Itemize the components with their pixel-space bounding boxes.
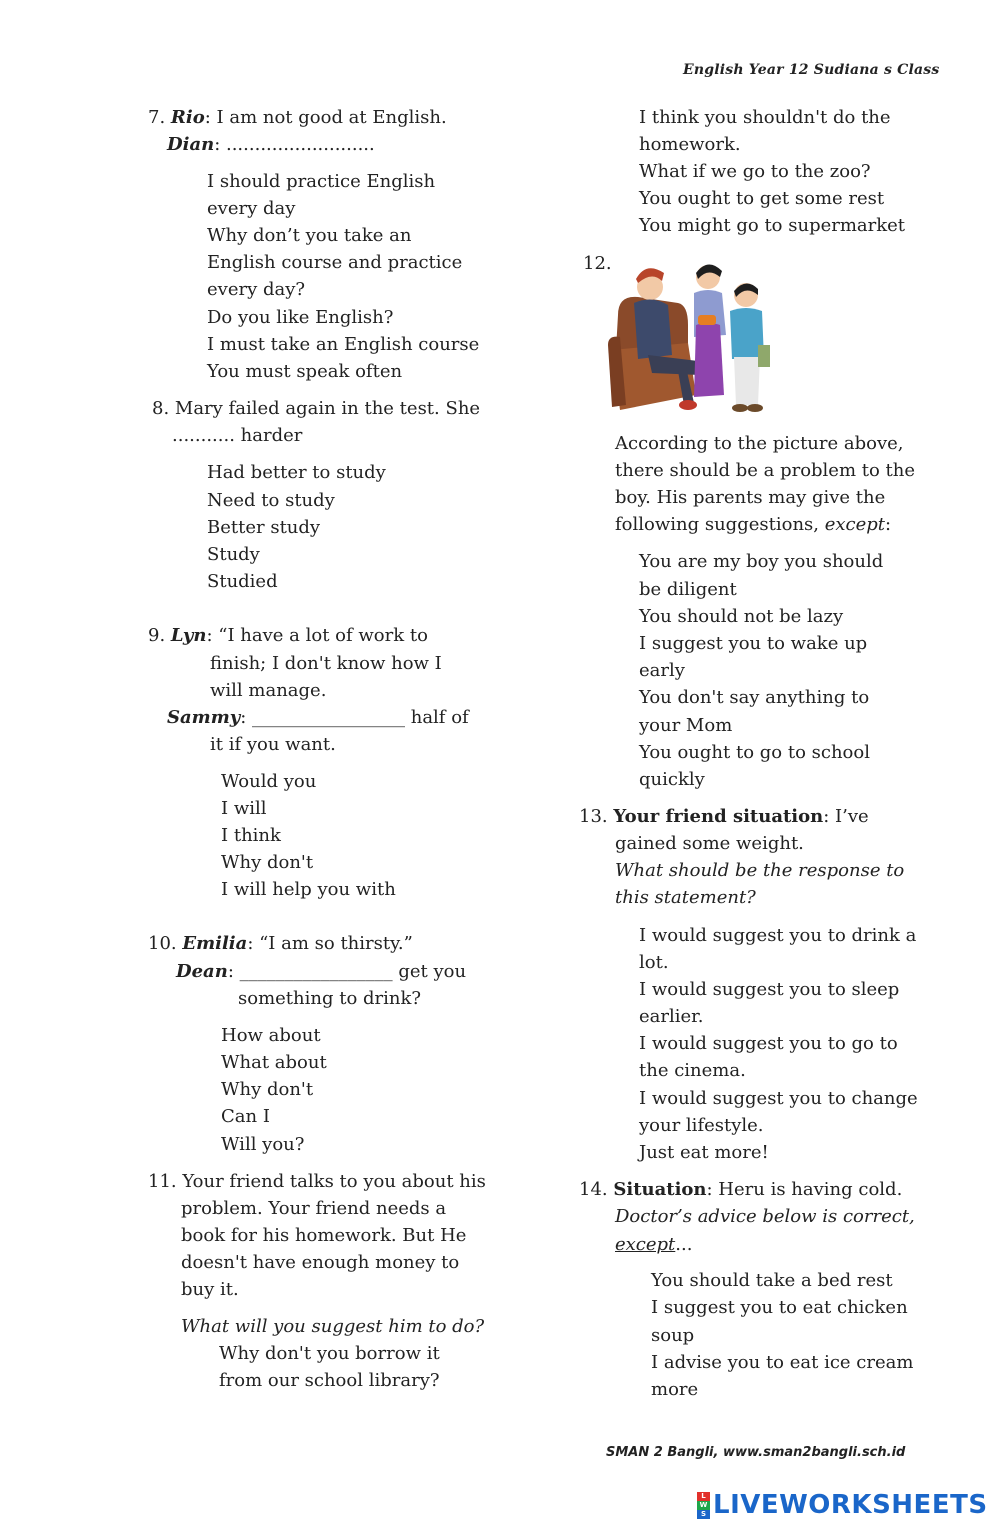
q12-option[interactable]: I suggest you to wake up	[639, 633, 868, 654]
q13-option[interactable]: Just eat more!	[639, 1142, 769, 1163]
q11-option[interactable]: You might go to supermarket	[639, 215, 906, 236]
page-header: English Year 12 Sudiana s Class	[683, 62, 940, 78]
mother-skirt	[694, 323, 724, 397]
q10-option[interactable]: Why don't	[221, 1079, 314, 1100]
q12-line-4: following suggestions, except:	[615, 514, 892, 535]
q7-line-1: 7. Rio: I am not good at English.	[148, 107, 447, 128]
q7-option[interactable]: every day	[207, 198, 296, 219]
q11-line-1: 11. Your friend talks to you about his	[148, 1171, 486, 1192]
q11-line-4: doesn't have enough money to	[181, 1252, 460, 1273]
q12-option[interactable]: You should not be lazy	[639, 606, 844, 627]
q12-line-1: According to the picture above,	[615, 433, 904, 454]
q14-line-1: 14. Situation: Heru is having cold.	[579, 1179, 903, 1200]
q14-option[interactable]: I advise you to eat ice cream	[651, 1352, 914, 1373]
q14-option[interactable]: I suggest you to eat chicken	[651, 1297, 908, 1318]
q13-option[interactable]: the cinema.	[639, 1060, 746, 1081]
q14-option[interactable]: soup	[651, 1325, 695, 1346]
q11-line-2: problem. Your friend needs a	[181, 1198, 447, 1219]
q13-question-2: this statement?	[615, 887, 756, 908]
q14-question-1: Doctor’s advice below is correct,	[615, 1206, 915, 1227]
father-bag	[758, 345, 770, 367]
q11-option[interactable]: What if we go to the zoo?	[639, 161, 871, 182]
q10-line-3: something to drink?	[238, 988, 422, 1009]
q13-question-1: What should be the response to	[615, 860, 905, 881]
q12-option[interactable]: quickly	[639, 769, 705, 790]
q11-question: What will you suggest him to do?	[181, 1316, 485, 1337]
q7-option[interactable]: every day?	[207, 279, 306, 300]
father-sandal	[732, 404, 748, 412]
q12-option[interactable]: be diligent	[639, 579, 737, 600]
q13-option[interactable]: I would suggest you to go to	[639, 1033, 898, 1054]
q9-line-3: will manage.	[210, 680, 327, 701]
q13-option[interactable]: I would suggest you to drink a	[639, 925, 917, 946]
q13-line-1: 13. Your friend situation: I’ve	[579, 806, 869, 827]
q12-line-3: boy. His parents may give the	[615, 487, 886, 508]
q9-option[interactable]: I think	[221, 825, 281, 846]
q12-option[interactable]: your Mom	[639, 715, 733, 736]
q7-option[interactable]: Do you like English?	[207, 307, 394, 328]
family-illustration	[608, 255, 774, 417]
q13-option[interactable]: I would suggest you to sleep	[639, 979, 900, 1000]
q8-line-2: ........... harder	[172, 425, 303, 446]
q7-line-2: Dian: ..........................	[167, 134, 375, 155]
q14-question-2: except...	[615, 1234, 693, 1255]
q12-option[interactable]: You ought to go to school	[639, 742, 870, 763]
q10-option[interactable]: What about	[221, 1052, 327, 1073]
q8-option[interactable]: Studied	[207, 571, 278, 592]
q10-line-2: Dean: _________________ get you	[176, 961, 467, 982]
q10-option[interactable]: Will you?	[221, 1134, 305, 1155]
q12-option[interactable]: You don't say anything to	[639, 687, 870, 708]
q8-line-1: 8. Mary failed again in the test. She	[152, 398, 481, 419]
q9-line-1: 9. Lyn: “I have a lot of work to	[148, 625, 428, 646]
q10-option[interactable]: How about	[221, 1025, 321, 1046]
q11-option[interactable]: I think you shouldn't do the	[639, 107, 891, 128]
page-footer: SMAN 2 Bangli, www.sman2bangli.sch.id	[606, 1445, 906, 1460]
q7-option[interactable]: You must speak often	[207, 361, 403, 382]
logo-icon: L W S	[697, 1492, 710, 1519]
q9-option[interactable]: Why don't	[221, 852, 314, 873]
q7-option[interactable]: I must take an English course	[207, 334, 480, 355]
q13-option[interactable]: earlier.	[639, 1006, 704, 1027]
q11-option[interactable]: from our school library?	[219, 1370, 440, 1391]
q13-option[interactable]: your lifestyle.	[639, 1115, 764, 1136]
q9-option[interactable]: I will	[221, 798, 267, 819]
q12-line-2: there should be a problem to the	[615, 460, 916, 481]
q14-option[interactable]: You should take a bed rest	[651, 1270, 893, 1291]
father-sandal	[747, 404, 763, 412]
boy-shirt	[634, 299, 672, 359]
q7-option[interactable]: I should practice English	[207, 171, 436, 192]
q10-line-1: 10. Emilia: “I am so thirsty.”	[148, 933, 413, 954]
q11-option[interactable]: Why don't you borrow it	[219, 1343, 440, 1364]
q13-line-2: gained some weight.	[615, 833, 804, 854]
q13-option[interactable]: I would suggest you to change	[639, 1088, 918, 1109]
q11-option[interactable]: homework.	[639, 134, 741, 155]
boy-shoe	[679, 400, 697, 410]
mother-hands	[698, 315, 716, 325]
liveworksheets-logo	[697, 1488, 988, 1522]
q13-option[interactable]: lot.	[639, 952, 669, 973]
q9-line-4: Sammy: _________________ half of	[167, 707, 469, 728]
q9-line-5: it if you want.	[210, 734, 336, 755]
father-sarong	[734, 357, 760, 405]
q11-line-5: buy it.	[181, 1279, 239, 1300]
q7-option[interactable]: English course and practice	[207, 252, 463, 273]
q7-option[interactable]: Why don’t you take an	[207, 225, 412, 246]
q14-option[interactable]: more	[651, 1379, 699, 1400]
q9-option[interactable]: Would you	[221, 771, 317, 792]
q10-option[interactable]: Can I	[221, 1106, 270, 1127]
q9-option[interactable]: I will help you with	[221, 879, 396, 900]
q12-number: 12.	[583, 253, 612, 274]
q8-option[interactable]: Study	[207, 544, 260, 565]
q8-option[interactable]: Need to study	[207, 490, 335, 511]
q9-line-2: finish; I don't know how I	[210, 653, 442, 674]
q11-line-3: book for his homework. But He	[181, 1225, 467, 1246]
logo-text: LIVEWORKSHEETS	[713, 1490, 988, 1520]
q12-option[interactable]: You are my boy you should	[639, 551, 884, 572]
q8-option[interactable]: Better study	[207, 517, 321, 538]
q11-option[interactable]: You ought to get some rest	[639, 188, 885, 209]
q8-option[interactable]: Had better to study	[207, 462, 386, 483]
q12-option[interactable]: early	[639, 660, 685, 681]
